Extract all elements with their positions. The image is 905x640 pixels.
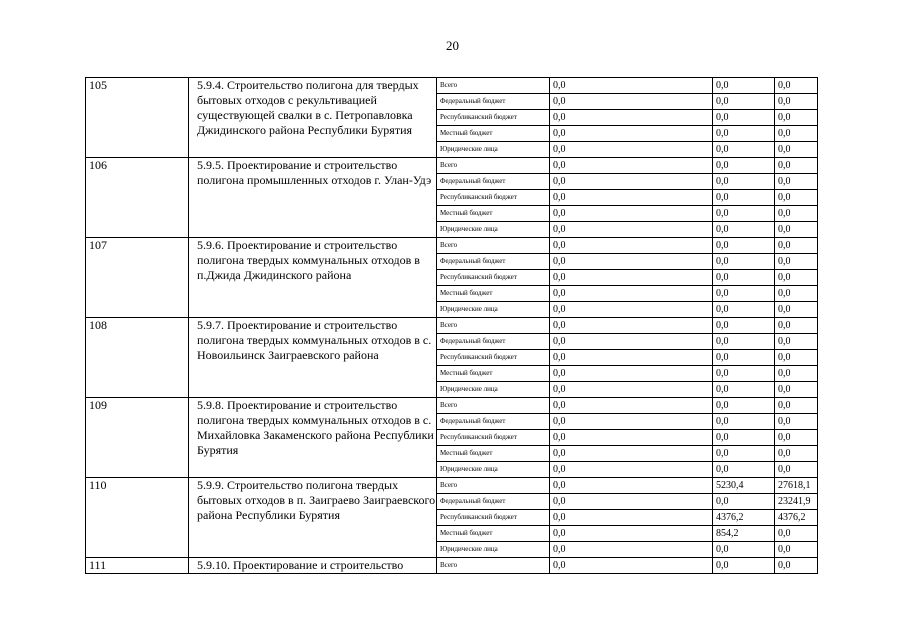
value-cell: 0,0 bbox=[713, 174, 775, 190]
funding-source: Юридические лица bbox=[437, 222, 550, 238]
funding-source: Федеральный бюджет bbox=[437, 254, 550, 270]
value-cell: 0,0 bbox=[713, 142, 775, 158]
value-cell: 0,0 bbox=[775, 78, 818, 94]
funding-source: Юридические лица bbox=[437, 142, 550, 158]
value-cell: 0,0 bbox=[775, 542, 818, 558]
value-cell: 0,0 bbox=[550, 462, 713, 478]
funding-source: Всего bbox=[437, 158, 550, 174]
value-cell: 0,0 bbox=[713, 238, 775, 254]
value-cell: 0,0 bbox=[775, 318, 818, 334]
funding-source: Всего bbox=[437, 318, 550, 334]
value-cell: 0,0 bbox=[775, 382, 818, 398]
funding-source: Местный бюджет bbox=[437, 206, 550, 222]
value-cell: 0,0 bbox=[775, 558, 818, 574]
value-cell: 0,0 bbox=[713, 494, 775, 510]
funding-source: Республиканский бюджет bbox=[437, 190, 550, 206]
value-cell: 4376,2 bbox=[775, 510, 818, 526]
value-cell: 0,0 bbox=[775, 190, 818, 206]
value-cell: 0,0 bbox=[775, 174, 818, 190]
value-cell: 0,0 bbox=[550, 238, 713, 254]
value-cell: 0,0 bbox=[713, 430, 775, 446]
value-cell: 0,0 bbox=[713, 94, 775, 110]
row-number: 111 bbox=[86, 558, 189, 574]
funding-source: Федеральный бюджет bbox=[437, 174, 550, 190]
value-cell: 0,0 bbox=[775, 350, 818, 366]
value-cell: 0,0 bbox=[775, 526, 818, 542]
value-cell: 0,0 bbox=[550, 430, 713, 446]
value-cell: 0,0 bbox=[775, 158, 818, 174]
funding-source: Республиканский бюджет bbox=[437, 350, 550, 366]
value-cell: 0,0 bbox=[713, 462, 775, 478]
value-cell: 0,0 bbox=[713, 382, 775, 398]
row-number: 108 bbox=[86, 318, 189, 398]
funding-source: Местный бюджет bbox=[437, 286, 550, 302]
funding-source: Юридические лица bbox=[437, 302, 550, 318]
funding-source: Всего bbox=[437, 238, 550, 254]
value-cell: 0,0 bbox=[775, 334, 818, 350]
value-cell: 0,0 bbox=[550, 382, 713, 398]
value-cell: 0,0 bbox=[550, 222, 713, 238]
value-cell: 0,0 bbox=[550, 494, 713, 510]
table-row bbox=[86, 78, 818, 94]
row-number: 105 bbox=[86, 78, 189, 158]
funding-source: Всего bbox=[437, 398, 550, 414]
value-cell: 0,0 bbox=[713, 366, 775, 382]
value-cell: 27618,1 bbox=[775, 478, 818, 494]
row-number: 109 bbox=[86, 398, 189, 478]
value-cell: 0,0 bbox=[713, 206, 775, 222]
value-cell: 0,0 bbox=[713, 222, 775, 238]
value-cell: 0,0 bbox=[550, 94, 713, 110]
value-cell: 0,0 bbox=[550, 174, 713, 190]
value-cell: 0,0 bbox=[713, 270, 775, 286]
value-cell: 0,0 bbox=[775, 222, 818, 238]
value-cell: 0,0 bbox=[775, 94, 818, 110]
project-name: 5.9.4. Строительство полигона для твердых бытовых отходов с рекультивацией существующей свалки в с. Петропавловка Джидинского района Республики Бурятия bbox=[189, 78, 437, 158]
table-row bbox=[86, 558, 818, 574]
value-cell: 0,0 bbox=[775, 414, 818, 430]
value-cell: 0,0 bbox=[775, 206, 818, 222]
value-cell: 0,0 bbox=[713, 446, 775, 462]
value-cell: 0,0 bbox=[775, 238, 818, 254]
value-cell: 0,0 bbox=[713, 158, 775, 174]
table-row bbox=[86, 478, 818, 494]
value-cell: 5230,4 bbox=[713, 478, 775, 494]
funding-source: Республиканский бюджет bbox=[437, 270, 550, 286]
funding-source: Юридические лица bbox=[437, 462, 550, 478]
value-cell: 0,0 bbox=[550, 446, 713, 462]
value-cell: 0,0 bbox=[713, 334, 775, 350]
value-cell: 0,0 bbox=[713, 350, 775, 366]
value-cell: 0,0 bbox=[713, 542, 775, 558]
funding-source: Всего bbox=[437, 558, 550, 574]
value-cell: 0,0 bbox=[713, 254, 775, 270]
value-cell: 0,0 bbox=[713, 190, 775, 206]
value-cell: 0,0 bbox=[713, 318, 775, 334]
row-number: 106 bbox=[86, 158, 189, 238]
funding-source: Республиканский бюджет bbox=[437, 430, 550, 446]
value-cell: 0,0 bbox=[775, 302, 818, 318]
project-name: 5.9.7. Проектирование и строительство полигона твердых коммунальных отходов в с. Новоильинск Заиграевского района bbox=[189, 318, 437, 398]
table-row bbox=[86, 318, 818, 334]
value-cell: 0,0 bbox=[713, 286, 775, 302]
value-cell: 0,0 bbox=[550, 270, 713, 286]
value-cell: 0,0 bbox=[550, 158, 713, 174]
funding-source: Всего bbox=[437, 78, 550, 94]
value-cell: 0,0 bbox=[550, 78, 713, 94]
value-cell: 0,0 bbox=[713, 558, 775, 574]
value-cell: 0,0 bbox=[713, 126, 775, 142]
value-cell: 0,0 bbox=[775, 446, 818, 462]
funding-source: Республиканский бюджет bbox=[437, 110, 550, 126]
funding-source: Местный бюджет bbox=[437, 126, 550, 142]
value-cell: 0,0 bbox=[713, 414, 775, 430]
value-cell: 0,0 bbox=[550, 110, 713, 126]
value-cell: 0,0 bbox=[775, 430, 818, 446]
row-number: 107 bbox=[86, 238, 189, 318]
funding-source: Федеральный бюджет bbox=[437, 94, 550, 110]
project-name: 5.9.6. Проектирование и строительство полигона твердых коммунальных отходов в п.Джида Джидинского района bbox=[189, 238, 437, 318]
funding-source: Местный бюджет bbox=[437, 526, 550, 542]
value-cell: 0,0 bbox=[550, 318, 713, 334]
value-cell: 0,0 bbox=[550, 398, 713, 414]
funding-source: Местный бюджет bbox=[437, 446, 550, 462]
value-cell: 0,0 bbox=[775, 398, 818, 414]
value-cell: 0,0 bbox=[775, 254, 818, 270]
value-cell: 0,0 bbox=[775, 462, 818, 478]
value-cell: 0,0 bbox=[775, 110, 818, 126]
value-cell: 0,0 bbox=[775, 270, 818, 286]
table-row bbox=[86, 398, 818, 414]
value-cell: 0,0 bbox=[775, 126, 818, 142]
value-cell: 0,0 bbox=[713, 110, 775, 126]
value-cell: 0,0 bbox=[775, 142, 818, 158]
project-name: 5.9.5. Проектирование и строительство полигона промышленных отходов г. Улан-Удэ bbox=[189, 158, 437, 238]
value-cell: 0,0 bbox=[550, 542, 713, 558]
value-cell: 0,0 bbox=[713, 78, 775, 94]
project-name: 5.9.8. Проектирование и строительство полигона твердых коммунальных отходов в с. Михайловка Закаменского района Республики Бурятия bbox=[189, 398, 437, 478]
row-number: 110 bbox=[86, 478, 189, 558]
project-name: 5.9.10. Проектирование и строительство bbox=[189, 558, 437, 574]
value-cell: 0,0 bbox=[550, 350, 713, 366]
funding-source: Федеральный бюджет bbox=[437, 494, 550, 510]
value-cell: 0,0 bbox=[713, 398, 775, 414]
funding-source: Всего bbox=[437, 478, 550, 494]
project-name: 5.9.9. Строительство полигона твердых бытовых отходов в п. Заиграево Заиграевского района Республики Бурятия bbox=[189, 478, 437, 558]
value-cell: 4376,2 bbox=[713, 510, 775, 526]
value-cell: 0,0 bbox=[713, 302, 775, 318]
value-cell: 0,0 bbox=[550, 206, 713, 222]
value-cell: 0,0 bbox=[550, 478, 713, 494]
value-cell: 0,0 bbox=[775, 286, 818, 302]
page-number: 20 bbox=[446, 38, 459, 53]
value-cell: 23241,9 bbox=[775, 494, 818, 510]
value-cell: 0,0 bbox=[550, 190, 713, 206]
value-cell: 0,0 bbox=[550, 366, 713, 382]
table-row bbox=[86, 158, 818, 174]
value-cell: 0,0 bbox=[775, 366, 818, 382]
funding-source: Местный бюджет bbox=[437, 366, 550, 382]
value-cell: 0,0 bbox=[550, 142, 713, 158]
funding-source: Юридические лица bbox=[437, 542, 550, 558]
value-cell: 0,0 bbox=[550, 254, 713, 270]
funding-source: Юридические лица bbox=[437, 382, 550, 398]
value-cell: 0,0 bbox=[550, 414, 713, 430]
value-cell: 0,0 bbox=[550, 334, 713, 350]
value-cell: 0,0 bbox=[550, 286, 713, 302]
value-cell: 0,0 bbox=[550, 558, 713, 574]
funding-source: Федеральный бюджет bbox=[437, 414, 550, 430]
funding-source: Республиканский бюджет bbox=[437, 510, 550, 526]
value-cell: 0,0 bbox=[550, 126, 713, 142]
table-row bbox=[86, 238, 818, 254]
value-cell: 0,0 bbox=[550, 510, 713, 526]
funding-source: Федеральный бюджет bbox=[437, 334, 550, 350]
value-cell: 854,2 bbox=[713, 526, 775, 542]
budget-table bbox=[85, 77, 818, 574]
value-cell: 0,0 bbox=[550, 302, 713, 318]
value-cell: 0,0 bbox=[550, 526, 713, 542]
